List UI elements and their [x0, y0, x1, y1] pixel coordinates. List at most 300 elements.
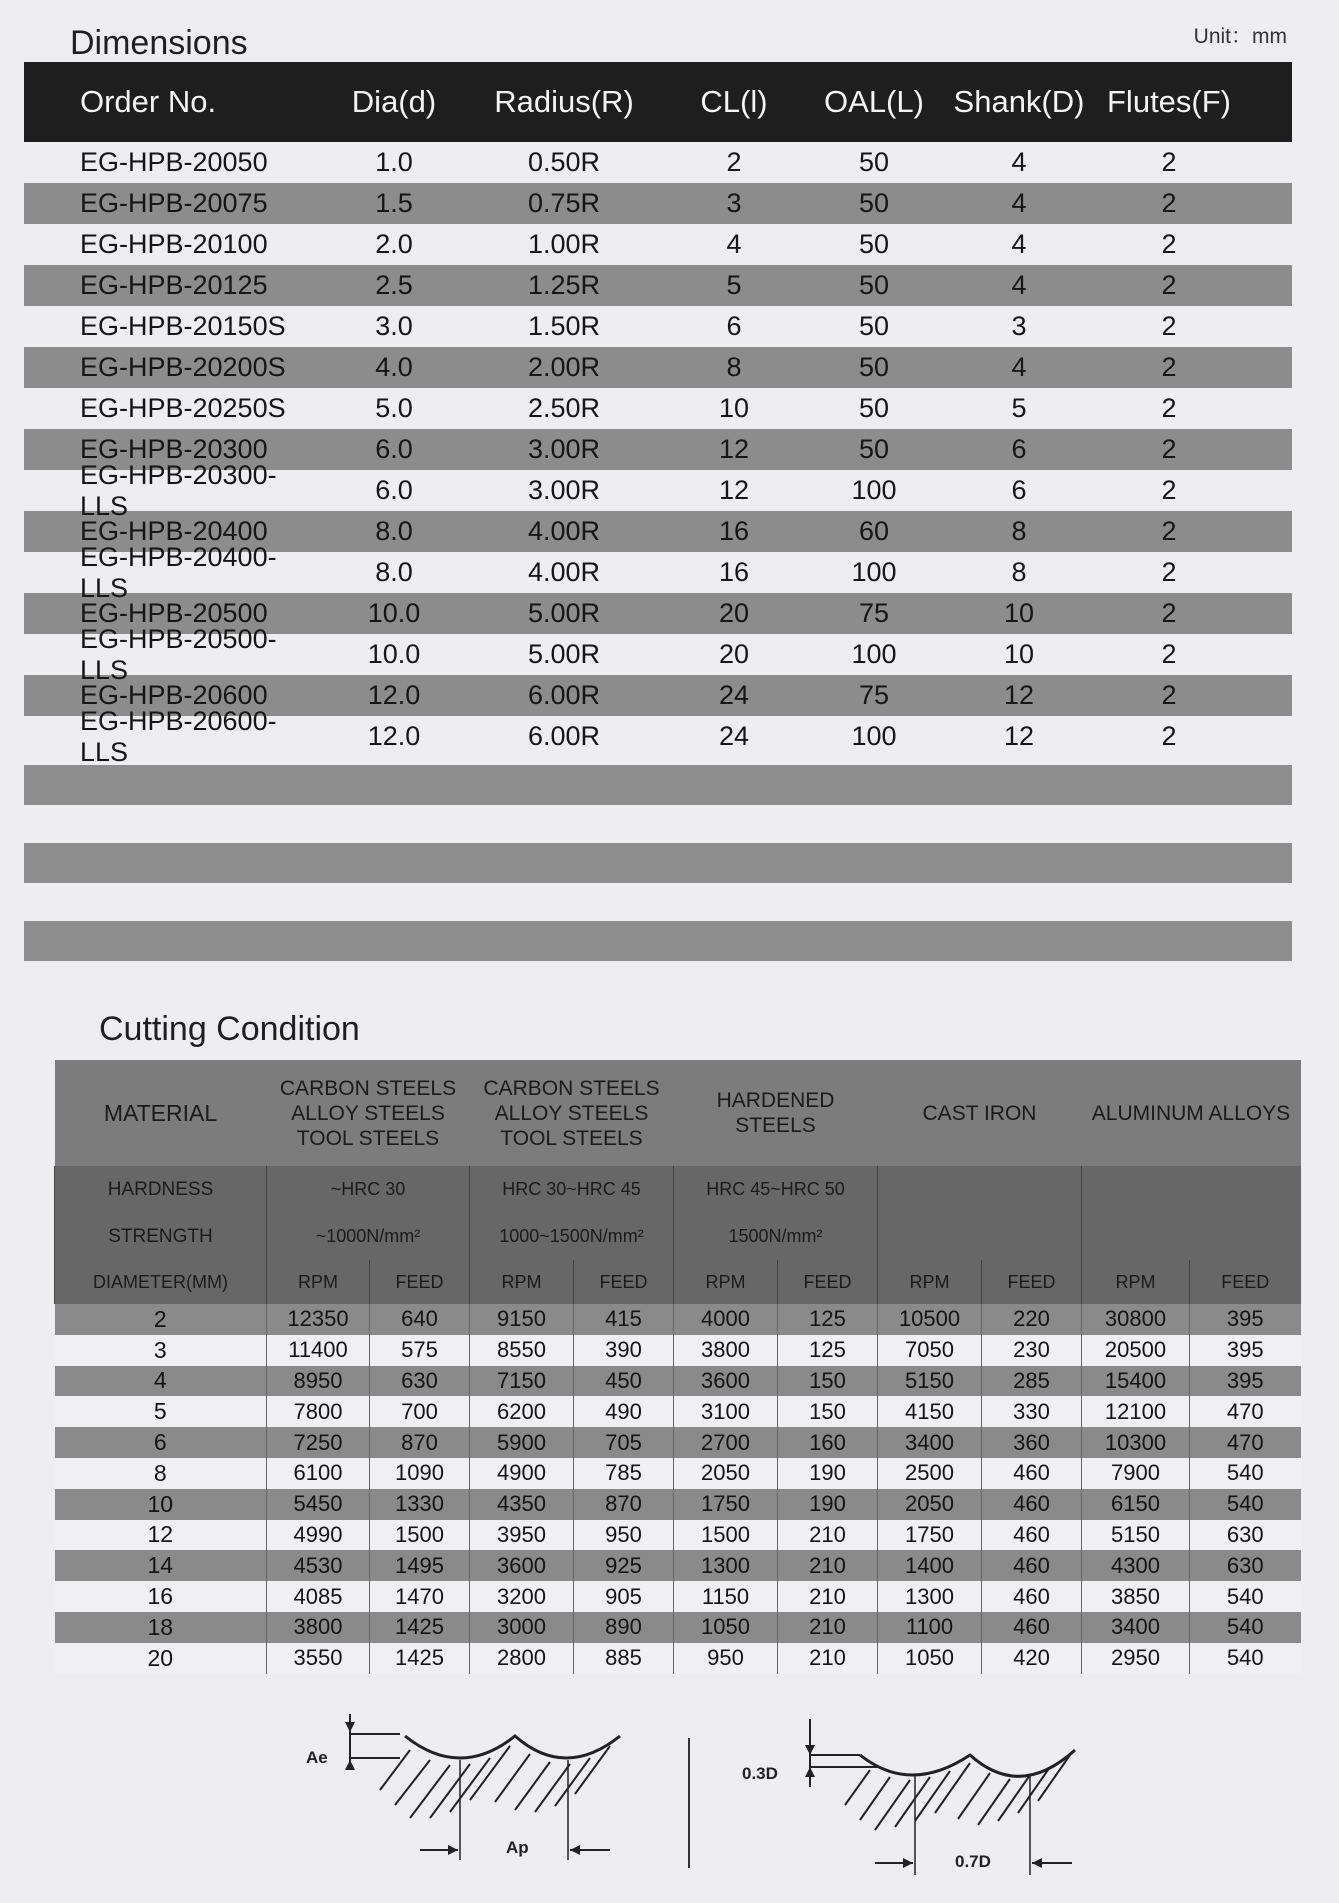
table-cell: 2: [1161, 680, 1177, 710]
rpm-cell: 4000: [674, 1304, 778, 1335]
material-line: CARBON STEELS: [279, 1076, 457, 1100]
feed-cell: 1470: [370, 1581, 470, 1612]
table-cell: 6.0: [375, 434, 413, 464]
table-cell: 100: [851, 475, 897, 505]
table-cell: 12: [1003, 680, 1035, 710]
feed-cell: 575: [370, 1335, 470, 1366]
rpm-cell: 3800: [674, 1335, 778, 1366]
rpm-cell: 1400: [878, 1550, 982, 1581]
material-name: [878, 1060, 1082, 1166]
table-cell: 12: [1003, 721, 1035, 751]
rpm-cell: 1300: [878, 1581, 982, 1612]
table-cell: 10: [1003, 598, 1035, 628]
feed-cell: 150: [778, 1396, 878, 1427]
table-cell: 2: [1161, 639, 1177, 669]
rpm-cell: 7900: [1082, 1458, 1190, 1489]
table-cell: 20: [718, 639, 750, 669]
diameter-cell: 3: [55, 1335, 267, 1366]
feed-cell: 390: [574, 1335, 674, 1366]
table-row: [24, 388, 1292, 429]
table-cell: 16: [718, 516, 750, 546]
rpm-cell: 3800: [267, 1612, 370, 1643]
feed-cell: 785: [574, 1458, 674, 1489]
rpm-cell: 1150: [674, 1581, 778, 1612]
rpm-cell: 5900: [470, 1427, 574, 1458]
dimensions-table: [24, 62, 1292, 961]
material-name: [470, 1060, 674, 1166]
table-row: [24, 459, 1292, 521]
table-cell: 4: [1011, 352, 1027, 382]
strength-row-label: STRENGTH: [55, 1213, 267, 1260]
header-flutes: Flutes(F): [1107, 84, 1231, 119]
step-label: 0.7D: [955, 1852, 991, 1871]
header-oal: OAL(L): [824, 84, 924, 119]
feed-cell: 1500: [370, 1520, 470, 1551]
dimensions-title: Dimensions: [70, 24, 248, 62]
table-cell: 2: [1161, 434, 1177, 464]
table-cell: 10.0: [367, 639, 421, 669]
feed-header: FEED: [1190, 1260, 1301, 1304]
table-cell: EG-HPB-20400: [80, 516, 268, 546]
rpm-cell: 11400: [267, 1335, 370, 1366]
table-cell: 6: [1011, 434, 1027, 464]
material-name: [267, 1060, 470, 1166]
table-cell: 10: [1003, 639, 1035, 669]
table-row: [55, 1304, 1301, 1335]
rpm-header: RPM: [470, 1260, 574, 1304]
hardness-row: [55, 1166, 1301, 1213]
table-cell: 3.0: [375, 311, 413, 341]
feed-cell: 540: [1190, 1643, 1301, 1674]
rpm-cell: 1750: [674, 1489, 778, 1520]
feed-header: FEED: [370, 1260, 470, 1304]
rpm-cell: 3950: [470, 1520, 574, 1551]
table-row: [24, 705, 1292, 767]
table-row: [55, 1458, 1301, 1489]
table-cell: 4: [1011, 188, 1027, 218]
table-cell: EG-HPB-20500-LLS: [80, 623, 277, 685]
feed-cell: 190: [778, 1489, 878, 1520]
table-row: [24, 347, 1292, 388]
material-line: ALLOY STEELS: [291, 1101, 445, 1125]
table-row: [24, 142, 1292, 183]
table-cell: 8: [1011, 557, 1027, 587]
feed-cell: 540: [1190, 1489, 1301, 1520]
diagram-divider: [688, 1738, 690, 1868]
diameter-cell: 4: [55, 1366, 267, 1397]
diameter-cell: 6: [55, 1427, 267, 1458]
feed-cell: 230: [982, 1335, 1082, 1366]
rpm-cell: 6150: [1082, 1489, 1190, 1520]
rpm-cell: 6200: [470, 1396, 574, 1427]
material-line: CARBON STEELS: [483, 1076, 660, 1100]
table-cell: 60: [858, 516, 890, 546]
table-cell: 2: [1161, 270, 1177, 300]
table-cell: 4.00R: [527, 557, 601, 587]
table-cell: 4.00R: [527, 516, 601, 546]
table-row: [55, 1581, 1301, 1612]
feed-cell: 220: [982, 1304, 1082, 1335]
table-cell: 50: [858, 311, 890, 341]
depth-step-diagram: [760, 1715, 1100, 1885]
strength-row-value: 1500N/mm²: [674, 1213, 878, 1260]
rpm-cell: 2050: [674, 1458, 778, 1489]
rpm-cell: 8950: [267, 1366, 370, 1397]
table-cell: 6.00R: [527, 721, 601, 751]
hardness-row-value: [1082, 1166, 1301, 1213]
table-cell: 4.0: [375, 352, 413, 382]
table-cell: 100: [851, 721, 897, 751]
rpm-header: RPM: [878, 1260, 982, 1304]
rpm-cell: 1750: [878, 1520, 982, 1551]
table-cell: 12: [718, 475, 750, 505]
table-cell: 1.00R: [527, 229, 601, 259]
table-cell: 2.00R: [527, 352, 601, 382]
table-cell: 0.75R: [527, 188, 601, 218]
rpm-cell: 10500: [878, 1304, 982, 1335]
table-cell: EG-HPB-20150S: [80, 311, 286, 341]
material-line: TOOL STEELS: [500, 1126, 643, 1150]
table-cell: EG-HPB-20400-LLS: [80, 541, 277, 603]
table-cell: EG-HPB-20050: [80, 147, 268, 177]
feed-cell: 1425: [370, 1612, 470, 1643]
feed-cell: 415: [574, 1304, 674, 1335]
rpm-cell: 7800: [267, 1396, 370, 1427]
table-cell: 8: [1011, 516, 1027, 546]
feed-cell: 450: [574, 1366, 674, 1397]
table-cell: 2: [1161, 147, 1177, 177]
dimensions-header: [24, 62, 1292, 142]
table-cell: 100: [851, 639, 897, 669]
header-dia: Dia(d): [351, 84, 437, 119]
table-cell: 2: [1161, 475, 1177, 505]
table-cell: 50: [858, 147, 890, 177]
rpm-cell: 2950: [1082, 1643, 1190, 1674]
diameter-cell: 5: [55, 1396, 267, 1427]
table-cell: 2.5: [375, 270, 413, 300]
feed-cell: 630: [1190, 1550, 1301, 1581]
feed-cell: 470: [1190, 1396, 1301, 1427]
feed-cell: 540: [1190, 1581, 1301, 1612]
table-cell: EG-HPB-20600: [80, 680, 268, 710]
header-cl: CL(l): [700, 84, 768, 119]
strength-row-value: ~1000N/mm²: [267, 1213, 470, 1260]
feed-cell: 1090: [370, 1458, 470, 1489]
table-row: [55, 1489, 1301, 1520]
rpm-cell: 3400: [878, 1427, 982, 1458]
feed-cell: 190: [778, 1458, 878, 1489]
rpm-cell: 4300: [1082, 1550, 1190, 1581]
rpm-cell: 5150: [1082, 1520, 1190, 1551]
table-row: [55, 1550, 1301, 1581]
table-cell: 2: [1161, 311, 1177, 341]
rpm-header: RPM: [674, 1260, 778, 1304]
table-cell: 1.0: [375, 147, 413, 177]
table-row: [55, 1396, 1301, 1427]
table-cell: 20: [718, 598, 750, 628]
table-cell: 4: [1011, 229, 1027, 259]
feed-cell: 950: [574, 1520, 674, 1551]
table-cell: 6.00R: [527, 680, 601, 710]
feed-cell: 540: [1190, 1612, 1301, 1643]
material-name: [1082, 1060, 1301, 1166]
table-row: [24, 183, 1292, 224]
table-cell: 5.00R: [527, 639, 601, 669]
table-row: [55, 1520, 1301, 1551]
cutting-title: Cutting Condition: [99, 1010, 360, 1048]
diameter-cell: 8: [55, 1458, 267, 1489]
material-label: MATERIAL: [55, 1060, 267, 1166]
feed-cell: 460: [982, 1581, 1082, 1612]
table-cell: 2: [1161, 557, 1177, 587]
table-cell: 4: [726, 229, 742, 259]
unit-label: Unit：mm: [1193, 25, 1287, 48]
table-cell: 3: [726, 188, 742, 218]
rpm-cell: 10300: [1082, 1427, 1190, 1458]
feed-cell: 1425: [370, 1643, 470, 1674]
header-order-no: Order No.: [80, 84, 217, 119]
feed-header: FEED: [574, 1260, 674, 1304]
header-radius: Radius(R): [494, 84, 634, 119]
table-cell: 5.0: [375, 393, 413, 423]
diameter-label: DIAMETER(MM): [55, 1260, 267, 1304]
rpm-cell: 3550: [267, 1643, 370, 1674]
table-cell: 5: [726, 270, 742, 300]
diameter-header-row: [55, 1260, 1301, 1304]
feed-cell: 490: [574, 1396, 674, 1427]
empty-row: [24, 765, 1292, 805]
feed-cell: 460: [982, 1458, 1082, 1489]
table-cell: EG-HPB-20200S: [80, 352, 286, 382]
feed-cell: 420: [982, 1643, 1082, 1674]
feed-cell: 630: [1190, 1520, 1301, 1551]
table-cell: 12.0: [367, 721, 421, 751]
feed-cell: 210: [778, 1520, 878, 1551]
dimensions-body: [24, 142, 1292, 767]
rpm-cell: 1300: [674, 1550, 778, 1581]
table-cell: 2: [1161, 393, 1177, 423]
feed-cell: 330: [982, 1396, 1082, 1427]
feed-cell: 1330: [370, 1489, 470, 1520]
table-cell: EG-HPB-20125: [80, 270, 268, 300]
rpm-cell: 950: [674, 1643, 778, 1674]
table-cell: 2: [1161, 188, 1177, 218]
feed-cell: 470: [1190, 1427, 1301, 1458]
material-line: TOOL STEELS: [296, 1126, 440, 1150]
feed-cell: 125: [778, 1335, 878, 1366]
feed-cell: 395: [1190, 1366, 1301, 1397]
rpm-cell: 3600: [470, 1550, 574, 1581]
material-row: [55, 1060, 1301, 1166]
rpm-cell: 1500: [674, 1520, 778, 1551]
feed-cell: 460: [982, 1550, 1082, 1581]
diameter-cell: 18: [55, 1612, 267, 1643]
rpm-cell: 2050: [878, 1489, 982, 1520]
rpm-cell: 5150: [878, 1366, 982, 1397]
empty-row: [24, 843, 1292, 883]
table-cell: 24: [718, 680, 750, 710]
hardness-row-label: HARDNESS: [55, 1166, 267, 1213]
feed-cell: 395: [1190, 1304, 1301, 1335]
table-cell: 2: [1161, 721, 1177, 751]
feed-cell: 395: [1190, 1335, 1301, 1366]
table-row: [24, 623, 1292, 685]
hardness-row-value: HRC 45~HRC 50: [674, 1166, 878, 1213]
table-cell: 1.50R: [527, 311, 601, 341]
table-cell: 8.0: [375, 516, 413, 546]
table-cell: EG-HPB-20100: [80, 229, 268, 259]
rpm-cell: 3850: [1082, 1581, 1190, 1612]
feed-cell: 125: [778, 1304, 878, 1335]
rpm-cell: 1050: [674, 1612, 778, 1643]
rpm-cell: 2800: [470, 1643, 574, 1674]
rpm-cell: 1050: [878, 1643, 982, 1674]
rpm-cell: 4150: [878, 1396, 982, 1427]
rpm-cell: 3600: [674, 1366, 778, 1397]
rpm-header: RPM: [1082, 1260, 1190, 1304]
hardness-row-value: ~HRC 30: [267, 1166, 470, 1213]
table-cell: 75: [858, 598, 890, 628]
material-line: HARDENED STEELS: [716, 1089, 835, 1137]
table-cell: 24: [718, 721, 750, 751]
rpm-cell: 9150: [470, 1304, 574, 1335]
table-cell: EG-HPB-20600-LLS: [80, 705, 277, 767]
feed-cell: 870: [574, 1489, 674, 1520]
table-cell: 2.50R: [527, 393, 601, 423]
table-cell: EG-HPB-20500: [80, 598, 268, 628]
rpm-cell: 3100: [674, 1396, 778, 1427]
feed-cell: 210: [778, 1612, 878, 1643]
feed-cell: 360: [982, 1427, 1082, 1458]
feed-cell: 285: [982, 1366, 1082, 1397]
table-cell: 10: [718, 393, 750, 423]
feed-cell: 885: [574, 1643, 674, 1674]
feed-header: FEED: [778, 1260, 878, 1304]
table-cell: 8.0: [375, 557, 413, 587]
material-line: ALLOY STEELS: [494, 1101, 649, 1125]
table-row: [24, 265, 1292, 306]
table-row: [55, 1643, 1301, 1674]
diameter-cell: 20: [55, 1643, 267, 1674]
table-cell: 5: [1011, 393, 1027, 423]
table-cell: 0.50R: [527, 147, 601, 177]
table-cell: 6.0: [375, 475, 413, 505]
table-cell: 5.00R: [527, 598, 601, 628]
table-cell: 2: [1161, 352, 1177, 382]
table-cell: 2.0: [375, 229, 413, 259]
feed-cell: 705: [574, 1427, 674, 1458]
table-cell: 2: [1161, 229, 1177, 259]
feed-cell: 540: [1190, 1458, 1301, 1489]
rpm-cell: 2700: [674, 1427, 778, 1458]
rpm-cell: 4350: [470, 1489, 574, 1520]
table-cell: 10.0: [367, 598, 421, 628]
table-cell: 75: [858, 680, 890, 710]
feed-cell: 905: [574, 1581, 674, 1612]
table-cell: 1.25R: [527, 270, 601, 300]
table-row: [24, 541, 1292, 603]
table-cell: EG-HPB-20250S: [80, 393, 286, 423]
rpm-cell: 7050: [878, 1335, 982, 1366]
table-cell: 2: [1161, 516, 1177, 546]
table-cell: 2: [726, 147, 742, 177]
table-cell: 8: [726, 352, 742, 382]
rpm-cell: 8550: [470, 1335, 574, 1366]
material-line: ALUMINUM ALLOYS: [1091, 1101, 1291, 1125]
header-shank: Shank(D): [953, 84, 1085, 119]
diameter-cell: 10: [55, 1489, 267, 1520]
table-cell: 16: [718, 557, 750, 587]
table-cell: 100: [851, 557, 897, 587]
rpm-header: RPM: [267, 1260, 370, 1304]
feed-cell: 210: [778, 1643, 878, 1674]
strength-row: [55, 1213, 1301, 1260]
feed-cell: 160: [778, 1427, 878, 1458]
strength-row-value: [878, 1213, 1082, 1260]
table-cell: 1.5: [375, 188, 413, 218]
diameter-cell: 16: [55, 1581, 267, 1612]
rpm-cell: 12350: [267, 1304, 370, 1335]
rpm-cell: 1100: [878, 1612, 982, 1643]
feed-cell: 640: [370, 1304, 470, 1335]
depth-label: 0.3D: [742, 1764, 778, 1783]
rpm-cell: 30800: [1082, 1304, 1190, 1335]
table-cell: EG-HPB-20075: [80, 188, 268, 218]
table-cell: 6: [1011, 475, 1027, 505]
rpm-cell: 15400: [1082, 1366, 1190, 1397]
diameter-cell: 14: [55, 1550, 267, 1581]
feed-cell: 870: [370, 1427, 470, 1458]
ap-label: Ap: [506, 1838, 529, 1857]
feed-cell: 925: [574, 1550, 674, 1581]
hardness-row-value: [878, 1166, 1082, 1213]
feed-cell: 210: [778, 1581, 878, 1612]
table-cell: EG-HPB-20300: [80, 434, 268, 464]
rpm-cell: 7250: [267, 1427, 370, 1458]
feed-cell: 150: [778, 1366, 878, 1397]
rpm-cell: 12100: [1082, 1396, 1190, 1427]
ae-label: Ae: [306, 1748, 328, 1767]
feed-cell: 890: [574, 1612, 674, 1643]
feed-cell: 1495: [370, 1550, 470, 1581]
table-cell: 50: [858, 434, 890, 464]
table-cell: 4: [1011, 270, 1027, 300]
table-row: [24, 224, 1292, 265]
hardness-row-value: HRC 30~HRC 45: [470, 1166, 674, 1213]
table-cell: 50: [858, 188, 890, 218]
rpm-cell: 3000: [470, 1612, 574, 1643]
material-line: CAST IRON: [922, 1101, 1037, 1125]
rpm-cell: 4530: [267, 1550, 370, 1581]
rpm-cell: 20500: [1082, 1335, 1190, 1366]
table-row: [55, 1366, 1301, 1397]
ae-ap-diagram: [300, 1710, 640, 1880]
diameter-cell: 2: [55, 1304, 267, 1335]
feed-cell: 630: [370, 1366, 470, 1397]
empty-row: [24, 921, 1292, 961]
table-cell: 12.0: [367, 680, 421, 710]
strength-row-value: [1082, 1213, 1301, 1260]
table-cell: 50: [858, 270, 890, 300]
feed-cell: 460: [982, 1520, 1082, 1551]
table-cell: 3.00R: [527, 434, 601, 464]
table-cell: EG-HPB-20300-LLS: [80, 459, 277, 521]
diameter-cell: 12: [55, 1520, 267, 1551]
material-name: [674, 1060, 878, 1166]
table-row: [24, 306, 1292, 347]
feed-cell: 460: [982, 1489, 1082, 1520]
rpm-cell: 4990: [267, 1520, 370, 1551]
